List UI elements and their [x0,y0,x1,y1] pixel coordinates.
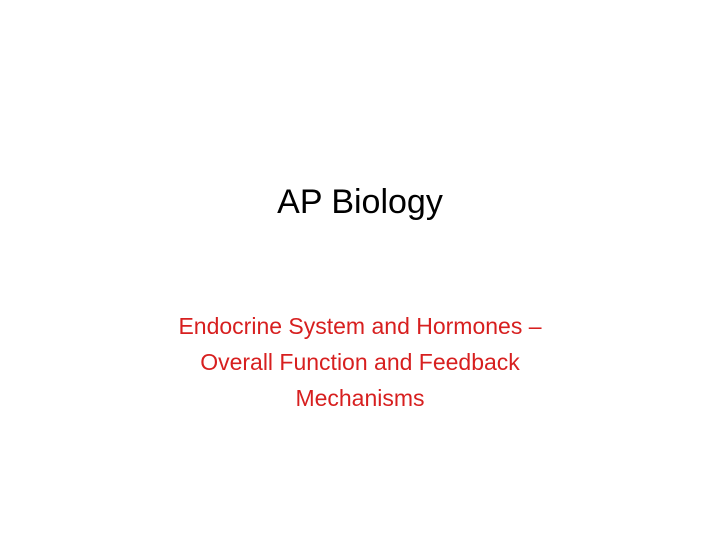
slide-subtitle [108,308,612,416]
slide-title: AP Biology [277,183,443,221]
subtitle-line-2: Overall Function and Feedback [200,349,520,375]
subtitle-line-1: Endocrine System and Hormones – [178,313,542,339]
subtitle-line-3: Mechanisms [295,385,425,411]
